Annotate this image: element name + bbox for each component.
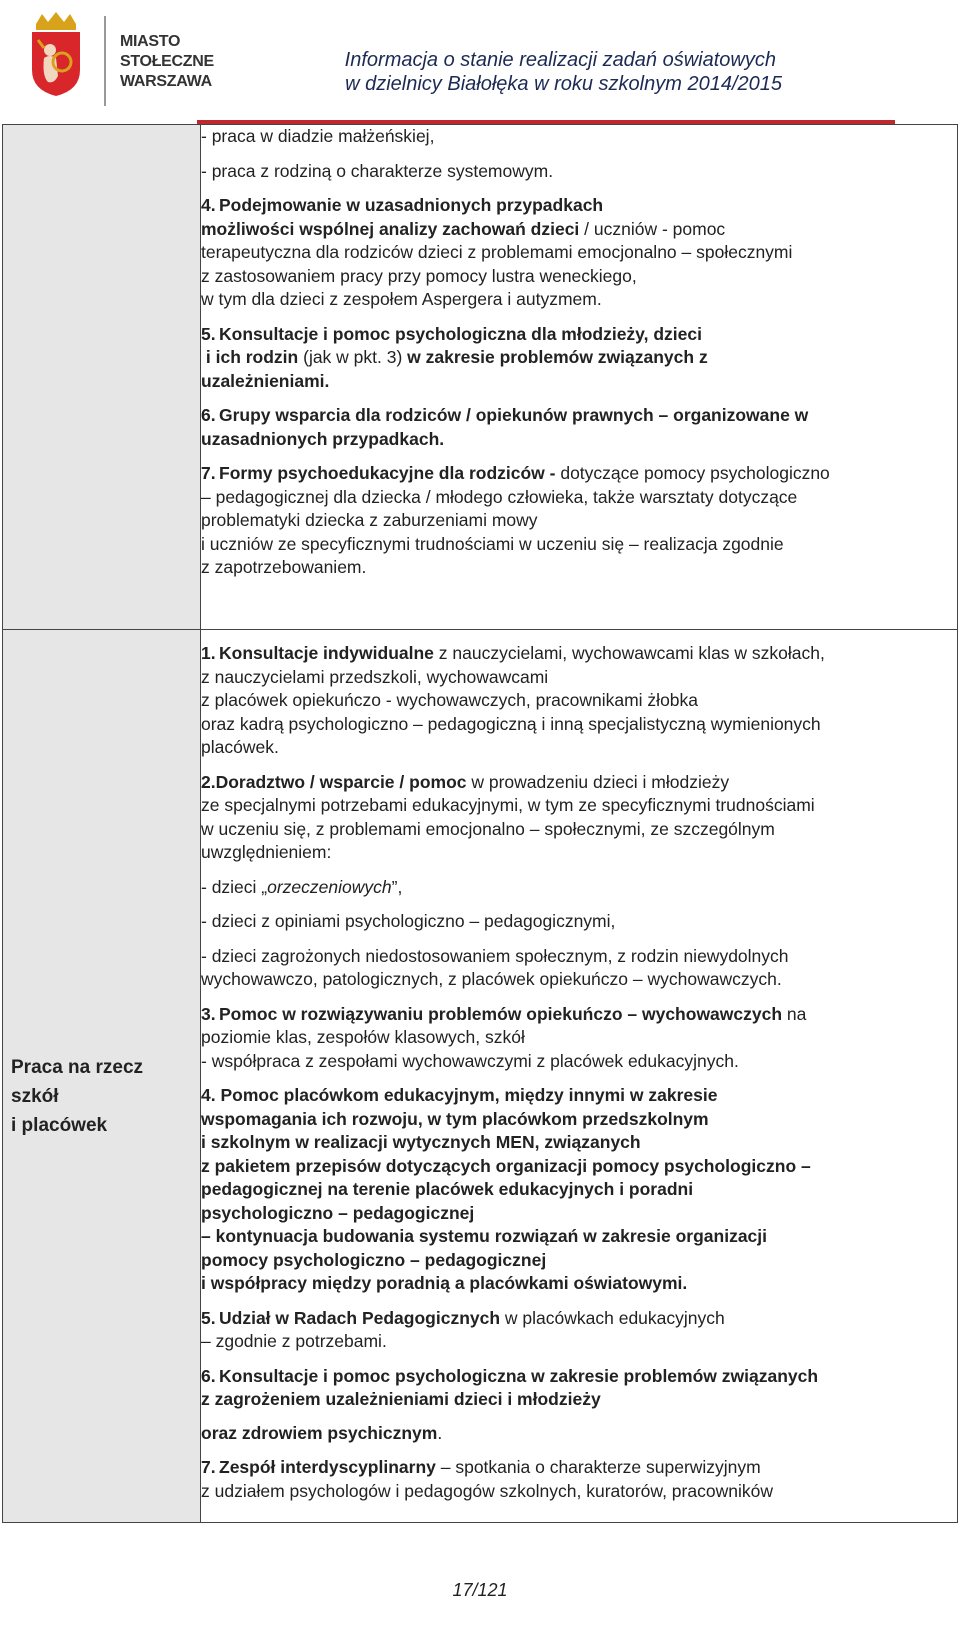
numbered-item-7: 7. Zespół interdyscyplinarny – spotkania o charakterze superwizyjnym z udziałem psychologów i pedagogów szkolnych, kuratorów, pracowników [201, 1457, 773, 1501]
main-cell [201, 125, 958, 630]
title-line-2: w dzielnicy Białołęka w roku szkolnym 2014/2015 [345, 73, 782, 95]
sub-item: - dzieci zagrożonych niedostosowaniem społecznym, z rodzin niewydolnych wychowawczo, patologicznych, z placówek opiekuńczo – wychowawczych. [201, 945, 789, 989]
sub-item: - dzieci z opiniami psychologiczno – pedagogicznymi, [201, 911, 616, 931]
numbered-item-2: 2.Doradztwo / wsparcie / pomoc w prowadzeniu dzieci i młodzieży ze specjalnymi potrzebami edukacyjnymi, w tym ze specyficznymi trudnościami w uczeniu się, z problemami emocjonalno – społecznymi, ze szczególnym uwzględnieniem: [201, 771, 815, 862]
page-header [0, 0, 960, 120]
logo-line: STOŁECZNE [120, 53, 214, 70]
section-label: Praca na rzecz szkół i placówek [11, 1056, 144, 1136]
side-cell [3, 125, 201, 630]
numbered-item-6: 6. Konsultacje i pomoc psychologiczna w zakresie problemów związanych z zagrożeniem uzależnieniami dzieci i młodzieży [201, 1365, 819, 1409]
table-row [3, 630, 958, 1523]
logo-line: WARSZAWA [120, 73, 212, 90]
numbered-item-6-cont: oraz zdrowiem psychicznym. [201, 1422, 443, 1443]
side-label-cell [3, 630, 201, 1523]
numbered-item-6: 6. Grupy wsparcia dla rodziców / opiekunów prawnych – organizowane w uzasadnionych przypadkach. [201, 405, 809, 449]
numbered-item-4: 4. Pomoc placówkom edukacyjnym, między innymi w zakresie wspomagania ich rozwoju, w tym placówkom przedszkolnym i szkolnym w realizacji wytycznych MEN, związanych z pakietem przepisów dotyczących organizacji pomocy psychologiczno – pedagogicznej na terenie placówek edukacyjnych i poradni psychologiczno – pedagogicznej – kontynuacja budowania systemu rozwiązań w zakresie organizacji pomocy psychologiczno – pedagogicznej i współpracy między poradnią a placówkami oświatowymi. [201, 1085, 811, 1293]
list-item: - praca w diadzie małżeńskiej, [201, 126, 435, 146]
sub-item: - dzieci „orzeczeniowych”, [201, 876, 403, 897]
table-row [3, 125, 958, 630]
logo-line: MIASTO [120, 33, 181, 50]
page-number: 17/121 [452, 1580, 508, 1600]
main-cell [201, 630, 958, 1523]
city-logo-text [120, 32, 214, 92]
numbered-item-4: 4. Podejmowanie w uzasadnionych przypadkach możliwości wspólnej analizy zachowań dzieci / uczniów - pomoc terapeutyczna dla rodziców dzieci z problemami emocjonalno – społecznymi z zastosowaniem pracy przy pomocy lustra weneckiego, w tym dla dzieci z zespołem Aspergera i autyzmem. [201, 195, 793, 309]
numbered-item-3: 3. Pomoc w rozwiązywaniu problemów opiekuńczo – wychowawczych na poziomie klas, zespołów klasowych, szkół - współpraca z zespołami wychowawczymi z placówek edukacyjnych. [201, 1003, 807, 1071]
list-item: - praca z rodziną o charakterze systemowym. [201, 160, 554, 181]
numbered-item-7: 7. Formy psychoedukacyjne dla rodziców - dotyczące pomocy psychologiczno – pedagogicznej dla dziecka / młodego człowieka, także warsztaty dotyczące problematyki dziecka z zaburzeniami mowy i uczniów ze specyficznymi trudnościami w uczeniu się – realizacja zgodnie z zapotrzebowaniem. [201, 463, 830, 577]
numbered-item-5: 5. Udział w Radach Pedagogicznych w placówkach edukacyjnych – zgodnie z potrzebami. [201, 1307, 725, 1351]
numbered-item-1: 1. Konsultacje indywidualne z nauczycielami, wychowawcami klas w szkołach, z nauczycielami przedszkoli, wychowawcami z placówek opiekuńczo - wychowawczych, pracownikami żłobka oraz kadrą psychologiczno – pedagogiczną i inną specjalistyczną wymienionych placówek. [201, 643, 825, 757]
warsaw-crest-icon [28, 10, 84, 98]
numbered-item-5: 5. Konsultacje i pomoc psychologiczna dla młodzieży, dzieci i ich rodzin (jak w pkt. 3) w zakresie problemów związanych z uzależnieniami. [201, 323, 708, 391]
logo-divider [104, 16, 106, 106]
title-line-1: Informacja o stanie realizacji zadań oświatowych [344, 49, 776, 71]
content-table [2, 124, 958, 1523]
